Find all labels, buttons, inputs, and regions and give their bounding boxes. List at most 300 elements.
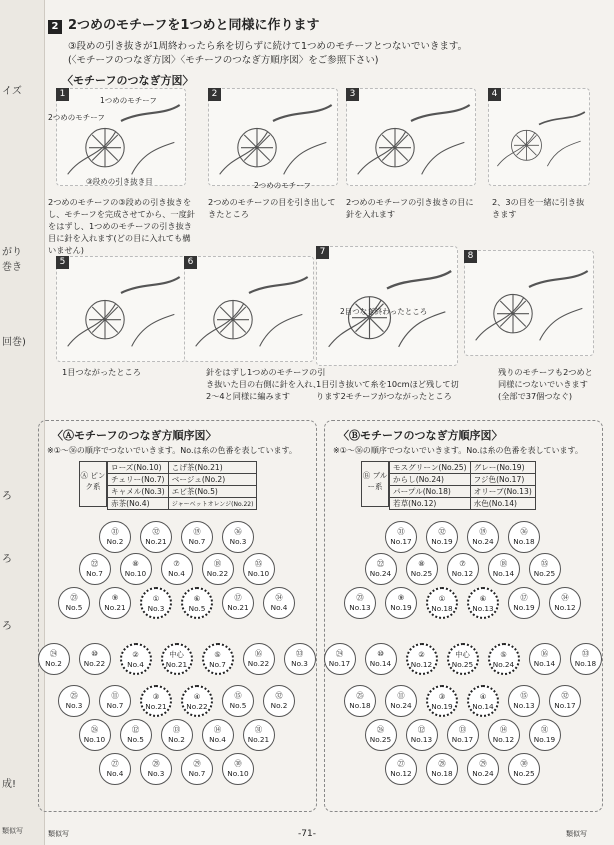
motif-color-number: No.5 xyxy=(188,604,206,613)
step-number: 4 xyxy=(488,88,501,101)
motif-order: ㉛ xyxy=(111,527,119,536)
step-number: 1 xyxy=(56,88,69,101)
motif-order: ㉟ xyxy=(254,559,263,568)
motif-color-number: No.4 xyxy=(168,569,185,578)
motif-color-number: No.25 xyxy=(369,735,392,744)
motif-order: ⑩ xyxy=(377,649,384,658)
step-number: 2 xyxy=(208,88,221,101)
motif-color-number: No.12 xyxy=(410,660,433,669)
strip-text: 巻き xyxy=(2,262,22,273)
center-motif xyxy=(161,643,193,675)
motif xyxy=(99,685,131,717)
motif-color-number: No.21 xyxy=(165,660,188,669)
strip-text: 類似写 xyxy=(2,827,23,835)
footer-right-label: 類似写 xyxy=(566,830,587,838)
motif-color-number: No.5 xyxy=(127,735,144,744)
motif-color-number: No.18 xyxy=(431,604,453,613)
legend-cell: グレー(No.19) xyxy=(470,462,535,474)
motif xyxy=(58,587,90,619)
motif xyxy=(488,643,520,675)
strip-text: イズ xyxy=(2,86,22,97)
step-illustration xyxy=(208,88,338,186)
motif xyxy=(99,753,131,785)
motif xyxy=(243,719,275,751)
strip-text: 回巻) xyxy=(2,337,26,348)
motif-order: ⑮ xyxy=(234,691,242,700)
legend-cell: ジャーベットオレンジ(No.22) xyxy=(168,498,257,510)
motif xyxy=(140,521,172,553)
motif-order: ④ xyxy=(479,692,487,701)
motif-color-number: No.22 xyxy=(186,702,208,711)
motif-order: ⑱ xyxy=(499,559,508,568)
motif xyxy=(344,685,376,717)
legend-row xyxy=(108,462,257,474)
motif-order: ㉖ xyxy=(376,725,385,734)
motif xyxy=(426,685,458,717)
motif xyxy=(284,643,316,675)
motif xyxy=(263,587,295,619)
motif xyxy=(508,685,540,717)
motif-color-number: No.19 xyxy=(431,537,453,546)
panel-a-legend xyxy=(107,461,257,510)
step-number: 7 xyxy=(316,246,329,259)
motif-order: ㉞ xyxy=(275,593,283,602)
motif xyxy=(202,643,234,675)
motif-color-number: No.21 xyxy=(227,603,249,612)
motif-order: ⑮ xyxy=(520,691,528,700)
step-caption: 2つめのモチーフの目を引き出してきたところ xyxy=(208,197,336,219)
motif xyxy=(385,753,417,785)
legend-row xyxy=(390,462,536,474)
motif-color-number: No.25 xyxy=(513,769,535,778)
motif xyxy=(120,643,152,675)
motif-order: ⑱ xyxy=(213,559,222,568)
motif-color-number: No.25 xyxy=(410,569,433,578)
motif xyxy=(426,587,458,619)
legend-cell: オリーブ(No.13) xyxy=(470,486,535,498)
motif xyxy=(181,685,213,717)
strip-text: ろ xyxy=(2,491,12,502)
motif xyxy=(222,521,254,553)
motif-order: ① xyxy=(152,594,160,603)
motif-color-number: No.19 xyxy=(390,603,412,612)
motif-color-number: No.5 xyxy=(229,701,247,710)
motif xyxy=(529,553,561,585)
legend-cell: パープル(No.18) xyxy=(390,486,471,498)
step-illustration xyxy=(56,256,186,362)
step-illustration xyxy=(464,250,594,356)
motif-color-number: No.12 xyxy=(451,569,474,578)
motif xyxy=(181,587,213,619)
motif-color-number: No.18 xyxy=(349,701,371,710)
motif-color-number: No.10 xyxy=(83,735,106,744)
motif xyxy=(120,719,152,751)
step-label: 2つめのモチーフ xyxy=(48,113,105,122)
legend-row xyxy=(108,474,257,486)
legend-cell: キャメル(No.3) xyxy=(108,486,169,498)
motif xyxy=(467,521,499,553)
motif xyxy=(222,685,254,717)
motif-order: ⑥ xyxy=(479,594,487,603)
step-heading xyxy=(48,14,319,34)
motif-order: ㉘ xyxy=(152,759,160,768)
legend-row xyxy=(108,498,257,510)
motif-order: ⑩ xyxy=(91,649,98,658)
motif-color-number: No.21 xyxy=(104,603,126,612)
motif-order: ⑧ xyxy=(418,559,425,568)
motif-color-number: No.17 xyxy=(328,659,351,668)
motif-color-number: No.4 xyxy=(106,769,124,778)
motif-order: ⑲ xyxy=(193,527,201,536)
motif-color-number: No.13 xyxy=(472,604,494,613)
motif-order: ㉛ xyxy=(540,725,549,734)
motif-order: ④ xyxy=(193,692,201,701)
motif xyxy=(447,719,479,751)
motif-order: ㉔ xyxy=(335,649,344,658)
panel-b-legend xyxy=(389,461,536,510)
step-caption: 1目引き抜いて糸を10cmほど残して切ります2モチーフがつながったところ xyxy=(316,379,459,401)
motif-color-number: No.19 xyxy=(533,735,556,744)
motif xyxy=(549,587,581,619)
motif xyxy=(570,643,602,675)
motif-order: ⑬ xyxy=(458,725,467,734)
strip-text: ろ xyxy=(2,621,12,632)
motif xyxy=(58,685,90,717)
motif xyxy=(161,553,193,585)
motif-color-number: No.17 xyxy=(390,537,412,546)
motif xyxy=(99,587,131,619)
motif-color-number: No.24 xyxy=(369,569,392,578)
motif xyxy=(549,685,581,717)
motif-color-number: No.7 xyxy=(209,660,226,669)
motif-order: ⑤ xyxy=(500,650,507,659)
motif-order: ㉛ xyxy=(254,725,263,734)
panel-b xyxy=(324,420,603,812)
motif xyxy=(385,685,417,717)
motif-color-number: No.13 xyxy=(349,603,371,612)
motif-color-number: No.3 xyxy=(65,701,83,710)
motif xyxy=(488,719,520,751)
section-title: 〈モチーフのつなぎ方図〉 xyxy=(62,74,194,87)
motif-order: ⑫ xyxy=(417,725,426,734)
motif-color-number: No.7 xyxy=(86,569,103,578)
motif-order: ㉚ xyxy=(520,759,528,768)
motif-order: ㉝ xyxy=(581,649,590,658)
motif-order: ⑥ xyxy=(193,594,201,603)
legend-cell: こげ茶(No.21) xyxy=(168,462,257,474)
intro-text xyxy=(68,40,588,68)
motif-order: ② xyxy=(132,650,139,659)
motif xyxy=(488,553,520,585)
motif-color-number: No.12 xyxy=(390,769,412,778)
motif xyxy=(222,587,254,619)
motif-order: ㉟ xyxy=(540,559,549,568)
motif-order: ③ xyxy=(438,692,446,701)
motif-order: ㊱ xyxy=(234,527,242,536)
motif xyxy=(202,553,234,585)
motif xyxy=(161,719,193,751)
motif-color-number: No.4 xyxy=(127,660,144,669)
step-caption: 残りのモチーフも2つめと同様につないでいきます(全部で37個つなぐ) xyxy=(498,367,593,401)
panel-a-note: ※①～㊱の順序でつないでいきます。No.は糸の色番を表しています。 xyxy=(47,446,297,455)
motif-order: ㉗ xyxy=(111,759,119,768)
legend-cell: フジ色(No.17) xyxy=(470,474,535,486)
legend-cell: からし(No.24) xyxy=(390,474,471,486)
motif-color-number: No.3 xyxy=(229,537,247,546)
legend-cell: エビ茶(No.5) xyxy=(168,486,257,498)
motif-color-number: No.22 xyxy=(247,659,270,668)
motif-order: ㉗ xyxy=(397,759,405,768)
motif-order: ⑲ xyxy=(479,527,487,536)
motif-color-number: No.10 xyxy=(124,569,147,578)
step-caption: 2つめのモチーフの引き抜きの目に針を入れます xyxy=(346,197,474,219)
motif-color-number: No.19 xyxy=(513,603,535,612)
step-caption: 針をはずし1つめのモチーフの引き抜いた目の右側に針を入れ、2～4と同様に編みます xyxy=(206,367,326,401)
motif xyxy=(467,753,499,785)
legend-cell: 赤茶(No.4) xyxy=(108,498,169,510)
motif-color-number: No.5 xyxy=(65,603,83,612)
motif-color-number: No.17 xyxy=(554,701,576,710)
motif-color-number: No.2 xyxy=(270,701,288,710)
legend-cell: ローズ(No.10) xyxy=(108,462,169,474)
heading-title: 2つめのモチーフを1つめと同様に作ります xyxy=(68,18,320,33)
motif-order: ㉓ xyxy=(356,593,364,602)
legend-row xyxy=(390,498,536,510)
motif-order: ㉛ xyxy=(397,527,405,536)
motif-order: ⑨ xyxy=(397,593,405,602)
motif-order: ⑭ xyxy=(213,725,222,734)
motif xyxy=(99,521,131,553)
motif-color-number: No.18 xyxy=(574,659,597,668)
motif-color-number: No.14 xyxy=(369,659,392,668)
motif xyxy=(181,521,213,553)
motif-order: 中心 xyxy=(455,650,470,659)
motif xyxy=(508,753,540,785)
legend-cell: モスグリーン(No.25) xyxy=(390,462,471,474)
step-number: 3 xyxy=(346,88,359,101)
legend-cell: 若草(No.12) xyxy=(390,498,471,510)
motif-order: ㉒ xyxy=(376,559,385,568)
legend-row xyxy=(108,486,257,498)
motif-color-number: No.14 xyxy=(492,569,515,578)
motif xyxy=(79,719,111,751)
motif-color-number: No.21 xyxy=(247,735,270,744)
step-illustration xyxy=(488,88,590,186)
motif-color-number: No.22 xyxy=(83,659,106,668)
motif-color-number: No.24 xyxy=(472,537,494,546)
motif-color-number: No.4 xyxy=(209,735,226,744)
legend-row xyxy=(390,474,536,486)
motif-order: ③ xyxy=(152,692,160,701)
motif-color-number: No.17 xyxy=(451,735,474,744)
motif-order: ㉜ xyxy=(561,691,569,700)
step-illustration xyxy=(184,256,314,362)
motif-color-number: No.25 xyxy=(533,569,556,578)
motif-color-number: No.10 xyxy=(247,569,270,578)
strip-text: がり xyxy=(2,247,22,258)
motif-color-number: No.21 xyxy=(145,537,167,546)
motif-order: ㉙ xyxy=(193,759,201,768)
panel-b-group-label: Ⓑ ブルー系 xyxy=(361,461,389,507)
motif xyxy=(365,553,397,585)
motif-order: ㉙ xyxy=(479,759,487,768)
motif xyxy=(385,587,417,619)
motif-color-number: No.2 xyxy=(106,537,124,546)
motif-order: ㉓ xyxy=(70,593,78,602)
motif xyxy=(324,643,356,675)
motif-order: ⑰ xyxy=(520,593,528,602)
motif-order: ㉕ xyxy=(356,691,364,700)
motif-color-number: No.13 xyxy=(410,735,433,744)
motif-color-number: No.10 xyxy=(227,769,249,778)
heading-number: 2 xyxy=(48,20,62,34)
motif xyxy=(447,553,479,585)
motif xyxy=(140,685,172,717)
legend-row xyxy=(390,486,536,498)
motif-color-number: No.3 xyxy=(291,659,308,668)
step-caption: 2、3の目を一緒に引き抜きます xyxy=(492,197,585,219)
motif-order: ㉜ xyxy=(275,691,283,700)
motif-color-number: No.12 xyxy=(554,603,576,612)
motif xyxy=(38,643,70,675)
motif xyxy=(529,719,561,751)
motif xyxy=(181,753,213,785)
step-number: 5 xyxy=(56,256,69,269)
motif xyxy=(508,587,540,619)
motif xyxy=(263,685,295,717)
motif xyxy=(426,753,458,785)
motif-order: ⑧ xyxy=(132,559,139,568)
strip-text: 成! xyxy=(2,779,17,790)
motif-order: ㉜ xyxy=(152,527,160,536)
motif xyxy=(508,521,540,553)
panel-a xyxy=(38,420,317,812)
motif xyxy=(426,521,458,553)
panel-b-title: 〈Ⓑモチーフのつなぎ方順序図〉 xyxy=(335,427,505,443)
strip-text: ろ xyxy=(2,554,12,565)
motif xyxy=(202,719,234,751)
motif-order: ① xyxy=(438,594,446,603)
motif-color-number: No.3 xyxy=(147,769,165,778)
legend-cell: ベージュ(No.2) xyxy=(168,474,257,486)
motif-order: ㉒ xyxy=(90,559,99,568)
motif xyxy=(406,643,438,675)
motif-order: ⑭ xyxy=(499,725,508,734)
motif-color-number: No.24 xyxy=(492,660,515,669)
motif-order: ㉝ xyxy=(295,649,304,658)
motif-color-number: No.14 xyxy=(472,702,494,711)
motif xyxy=(243,643,275,675)
step-label: 2つめのモチーフ xyxy=(254,181,311,190)
motif xyxy=(467,685,499,717)
motif-order: ⑪ xyxy=(397,691,405,700)
step-caption: 2つめのモチーフの③段めの引き抜きをし、モチーフを完成させてから、一度針をはずし、1つめのモチーフの引き抜き目に針を入れます(どの目に入れても構いません) xyxy=(48,197,195,255)
motif-color-number: No.12 xyxy=(492,735,515,744)
motif-order: ② xyxy=(418,650,425,659)
motif-order: ⑯ xyxy=(540,649,549,658)
motif-color-number: No.24 xyxy=(472,769,494,778)
motif xyxy=(344,587,376,619)
motif xyxy=(120,553,152,585)
motif xyxy=(79,643,111,675)
motif-color-number: No.7 xyxy=(106,701,124,710)
motif xyxy=(385,521,417,553)
step-label: 1つめのモチーフ xyxy=(100,96,157,105)
motif xyxy=(79,553,111,585)
step-label: ③段めの引き抜き目 xyxy=(86,177,153,186)
panel-b-note: ※①～㊱の順序でつないでいきます。No.は糸の色番を表しています。 xyxy=(333,446,583,455)
motif xyxy=(140,587,172,619)
motif-order: ㉜ xyxy=(438,527,446,536)
motif xyxy=(406,553,438,585)
legend-cell: 水色(No.14) xyxy=(470,498,535,510)
motif xyxy=(467,587,499,619)
motif-order: ㉘ xyxy=(438,759,446,768)
motif xyxy=(365,643,397,675)
motif-color-number: No.25 xyxy=(451,660,474,669)
step-number: 6 xyxy=(184,256,197,269)
motif-order: ⑫ xyxy=(131,725,140,734)
motif xyxy=(140,753,172,785)
motif-color-number: No.21 xyxy=(145,702,167,711)
motif-order: ㉕ xyxy=(70,691,78,700)
motif-color-number: No.22 xyxy=(206,569,229,578)
page-number: -71- xyxy=(298,829,316,839)
panel-a-title: 〈Ⓐモチーフのつなぎ方順序図〉 xyxy=(49,427,219,443)
motif-order: ⑰ xyxy=(234,593,242,602)
motif-color-number: No.7 xyxy=(188,537,206,546)
motif-color-number: No.3 xyxy=(147,604,165,613)
motif-color-number: No.2 xyxy=(45,659,62,668)
motif xyxy=(222,753,254,785)
step-number: 8 xyxy=(464,250,477,263)
motif-order: ⑨ xyxy=(111,593,119,602)
footer-left-label: 類似写 xyxy=(48,830,69,838)
motif xyxy=(243,553,275,585)
motif-order: 中心 xyxy=(169,650,184,659)
motif-color-number: No.13 xyxy=(513,701,535,710)
motif-order: ㉔ xyxy=(49,649,58,658)
motif-color-number: No.19 xyxy=(431,702,453,711)
motif xyxy=(365,719,397,751)
motif-order: ⑤ xyxy=(214,650,221,659)
step-caption: 1目つながったところ xyxy=(62,367,141,377)
motif-color-number: No.18 xyxy=(431,769,453,778)
motif-order: ㉞ xyxy=(561,593,569,602)
motif-color-number: No.24 xyxy=(390,701,412,710)
motif-color-number: No.14 xyxy=(533,659,556,668)
intro-line: ③段めの引き抜きが1周終わったら糸を切らずに続けて1つめのモチーフとつないでいきます。 xyxy=(68,41,468,52)
intro-line: (〈モチーフのつなぎ方図〉〈モチーフのつなぎ方順序図〉をご参照下さい) xyxy=(68,55,379,66)
motif-color-number: No.2 xyxy=(168,735,185,744)
step-label: 2目つなぎ終わったところ xyxy=(340,307,428,316)
panel-a-group-label: Ⓐ ピンク系 xyxy=(79,461,107,507)
motif-order: ⑦ xyxy=(459,559,466,568)
motif-color-number: No.18 xyxy=(513,537,535,546)
motif-order: ⑯ xyxy=(254,649,263,658)
motif-color-number: No.4 xyxy=(270,603,288,612)
motif-order: ⑬ xyxy=(172,725,181,734)
motif-order: ㊱ xyxy=(520,527,528,536)
motif xyxy=(529,643,561,675)
motif-order: ㉖ xyxy=(90,725,99,734)
step-illustration xyxy=(346,88,476,186)
motif-color-number: No.7 xyxy=(188,769,206,778)
motif-order: ㉚ xyxy=(234,759,242,768)
motif-order: ⑦ xyxy=(173,559,180,568)
motif-order: ⑪ xyxy=(111,691,119,700)
center-motif xyxy=(447,643,479,675)
